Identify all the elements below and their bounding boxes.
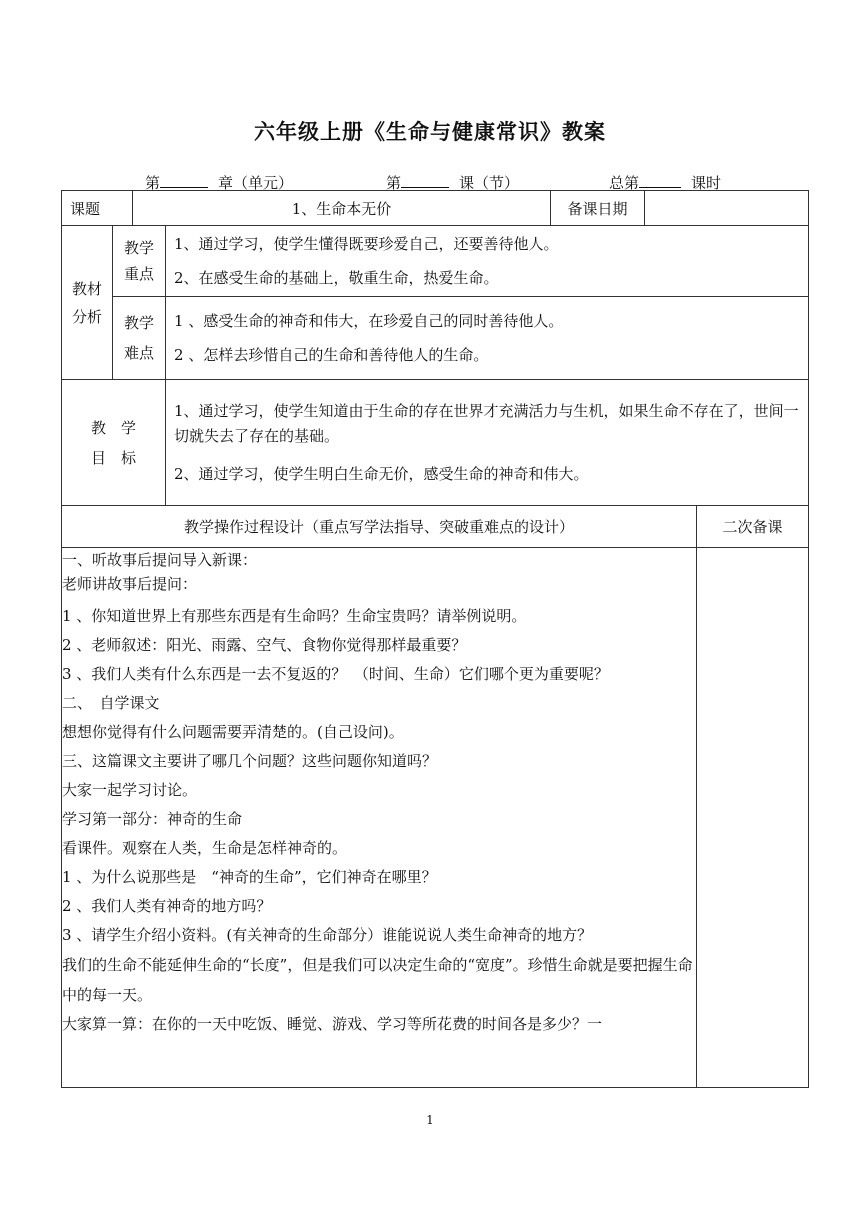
lesson-plan-table [61, 190, 809, 1088]
difficulty-item: 2 、怎样去珍惜自己的生命和善待他人的生命。 [174, 346, 489, 364]
goal-item: 1、通过学习，使学生知道由于生命的存在世界才充满活力与生机，如果生命不存在了，世间一切就失去了存在的基础。 [174, 401, 799, 445]
key-point-item: 2、在感受生命的基础上，敬重生命，热爱生命。 [174, 269, 499, 287]
chapter-suffix: 章（单元） [218, 174, 294, 192]
key-points-label-line2: 重点 [124, 265, 155, 283]
process-body-row [62, 548, 809, 1088]
analysis-label-line1: 教材 [71, 279, 102, 298]
process-line: 想想你觉得有什么问题需要弄清楚的。(自己设问)。 [62, 723, 404, 741]
key-points-label-line1: 教学 [124, 239, 155, 257]
process-last-line: 大家算一算：在你的一天中吃饭、睡觉、游戏、学习等所花费的时间各是多少？一 [62, 1015, 603, 1033]
difficulties-label-line1: 教学 [124, 314, 155, 332]
lesson-prefix: 第 [386, 174, 402, 192]
secondary-prep-content[interactable] [697, 548, 809, 1088]
chapter-blank [160, 173, 208, 188]
difficulty-item: 1 、感受生命的神奇和伟大，在珍爱自己的同时善待他人。 [174, 312, 564, 330]
analysis-label [62, 226, 113, 380]
total-suffix: 课时 [691, 174, 722, 192]
total-prefix: 总第 [609, 174, 640, 192]
goals-label-line2: 目 标 [91, 448, 137, 467]
process-line: 2 、我们人类有神奇的地方吗？ [62, 897, 272, 915]
prep-date-label: 备课日期 [551, 191, 645, 226]
lesson-blank [401, 173, 449, 188]
process-paragraph: 我们的生命不能延伸生命的“长度”，但是我们可以决定生命的“宽度”。珍惜生命就是要把握生命中的每一天。 [62, 956, 693, 1004]
process-line: 二、 自学课文 [62, 694, 160, 712]
topic-label: 课题 [62, 191, 133, 226]
process-line: 1 、你知道世界上有那些东西是有生命吗？生命宝贵吗？请举例说明。 [62, 607, 527, 625]
process-line: 一、听故事后提问导入新课： [62, 551, 258, 569]
analysis-label-line2: 分析 [71, 307, 102, 326]
document-title: 六年级上册《生命与健康常识》教案 [254, 120, 606, 144]
process-line: 3 、我们人类有什么东西是一去不复返的？ （时间、生命）它们哪个更为重要呢？ [62, 665, 609, 683]
key-point-item: 1、通过学习，使学生懂得既要珍爱自己，还要善待他人。 [174, 235, 559, 253]
total-blank [639, 173, 681, 188]
goals-label [62, 380, 166, 506]
process-line: 三、这篇课文主要讲了哪几个问题？这些问题你知道吗？ [62, 752, 438, 770]
process-line: 1 、为什么说那些是 “神奇的生命”，它们神奇在哪里？ [62, 868, 437, 886]
topic-value: 1、生命本无价 [133, 191, 551, 226]
topic-row [62, 191, 809, 226]
secondary-prep-header: 二次备课 [697, 506, 809, 548]
process-line: 学习第一部分：神奇的生命 [62, 810, 243, 828]
goals-label-line1: 教 学 [91, 418, 137, 437]
process-header-row [62, 506, 809, 548]
prep-date-value[interactable] [645, 191, 809, 226]
process-line: 大家一起学习讨论。 [62, 781, 198, 799]
process-line: 看课件。观察在人类，生命是怎样神奇的。 [62, 839, 348, 857]
process-line: 老师讲故事后提问： [62, 575, 198, 593]
difficulties-content [166, 297, 809, 380]
process-line: 2 、老师叙述：阳光、雨露、空气、食物你觉得那样最重要？ [62, 636, 467, 654]
key-points-row [62, 226, 809, 297]
chapter-prefix: 第 [145, 174, 161, 192]
process-line: 3 、请学生介绍小资料。(有关神奇的生命部分）谁能说说人类生命神奇的地方？ [62, 926, 593, 944]
page-number: 1 [426, 1113, 434, 1127]
key-points-content [166, 226, 809, 297]
key-points-label [113, 226, 166, 297]
goals-row [62, 380, 809, 506]
difficulties-label [113, 297, 166, 380]
lesson-suffix: 课（节） [459, 174, 520, 192]
goal-item: 2、通过学习，使学生明白生命无价，感受生命的神奇和伟大。 [174, 464, 589, 483]
process-header: 教学操作过程设计（重点写学法指导、突破重难点的设计） [62, 506, 697, 548]
difficulties-row [62, 297, 809, 380]
goals-content [166, 380, 809, 506]
process-content [62, 548, 697, 1088]
difficulties-label-line2: 难点 [124, 344, 155, 362]
